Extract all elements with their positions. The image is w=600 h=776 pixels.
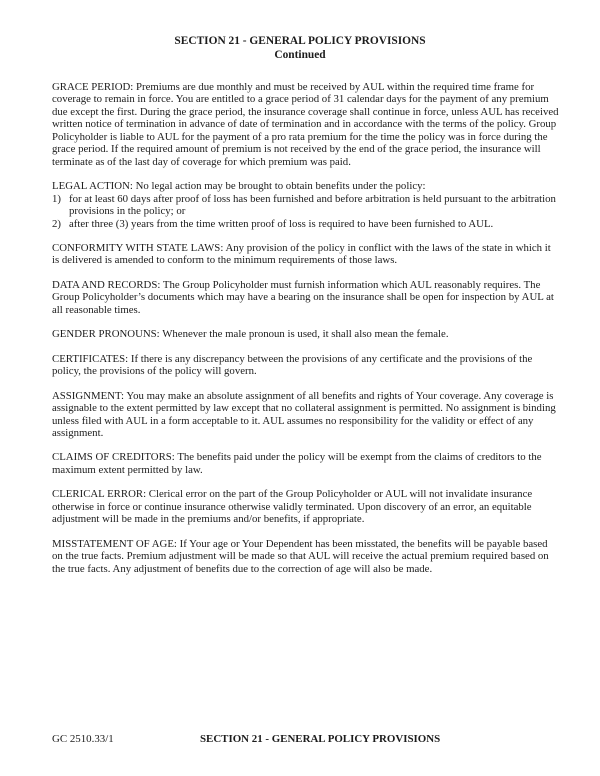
legal-action-list [52, 193, 560, 230]
paragraph-claims-of-creditors [52, 451, 560, 476]
paragraph-text: The benefits paid under the policy will be exempt from the claims of creditors to the maximum extent permitted by law. [52, 451, 542, 476]
paragraph-text: If Your age or Your Dependent has been misstated, the benefits will be payable based on the true facts. Premium adjustment will be made so that AUL will receive the actual premium required based on the true facts. Any adjustment of benefits due to the correction of age will also be made. [52, 537, 549, 575]
paragraph-text: Whenever the male pronoun is used, it shall also mean the female. [162, 328, 449, 341]
paragraph-misstatement-of-age [52, 538, 560, 575]
paragraph-gender-pronouns [52, 328, 560, 340]
paragraph-label: LEGAL ACTION: [52, 180, 133, 193]
paragraph-text: The Group Policyholder must furnish information which AUL reasonably requires. The Group Policyholder’s documents which may have a bearing on the insurance shall be open for inspection by AUL at all reasonable times. [52, 278, 554, 316]
paragraph-text: Clerical error on the part of the Group Policyholder or AUL will not invalidate insurance otherwise in force or continue insurance otherwise validly terminated. Upon discovery of an error, an equitable adjustment will be made in the premiums and/or benefits, if appropriate. [52, 488, 533, 526]
paragraph-text: Premiums are due monthly and must be received by AUL within the required time frame for coverage to remain in force. You are entitled to a grace period of 31 calendar days for the payment of any premium due except the first. During the grace period, the insurance coverage shall continue in force, unless AUL has received written notice of termination in advance of date of termination and in accordance with the terms of the policy. Group Policyholder is liable to AUL for the payment of a pro rata premium for the time the policy was in force during the grace period. If the required amount of premium is not received by the end of the grace period, the insurance will terminate as of the last day of coverage for which premium was paid. [52, 81, 559, 168]
paragraph-text: If there is any discrepancy between the provisions of any certificate and the provisions of the policy, the provisions of the policy will govern. [52, 352, 533, 378]
list-item-text: for at least 60 days after proof of loss has been furnished and before arbitration is held pursuant to the arbitration provisions in the policy; or [69, 192, 556, 218]
list-item-number: 2) [52, 217, 61, 230]
section-subtitle: Continued [274, 48, 326, 61]
paragraph-label: GRACE PERIOD: [52, 81, 134, 93]
paragraph-text: No legal action may be brought to obtain benefits under the policy: [135, 180, 426, 193]
paragraph-certificates [52, 353, 560, 378]
paragraph-label: ASSIGNMENT: [52, 389, 125, 402]
document-body [52, 81, 560, 575]
paragraph-text: Any provision of the policy in conflict with the laws of the state in which it is delivered is amended to conform to the minimum requirements of those laws. [52, 241, 551, 267]
paragraph-legal-action [52, 180, 560, 192]
paragraph-data-and-records [52, 279, 560, 316]
paragraph-conformity-with-state-laws [52, 242, 560, 267]
footer-section-title: SECTION 21 - GENERAL POLICY PROVISIONS [200, 733, 441, 745]
list-item-text: after three (3) years from the time written proof of loss is required to have been furnished to AUL. [69, 217, 494, 230]
paragraph-label: GENDER PRONOUNS: [52, 328, 160, 341]
list-item-number: 1) [52, 192, 61, 205]
page-header [0, 0, 600, 62]
paragraph-label: DATA AND RECORDS: [52, 278, 161, 291]
paragraph-clerical-error [52, 488, 560, 525]
paragraph-grace-period [52, 81, 560, 168]
list-item [52, 218, 560, 230]
paragraph-assignment [52, 390, 560, 440]
paragraph-label: CONFORMITY WITH STATE LAWS: [52, 241, 224, 254]
paragraph-label: CERTIFICATES: [52, 352, 129, 365]
section-title: SECTION 21 - GENERAL POLICY PROVISIONS [174, 35, 426, 47]
footer-doc-code: GC 2510.33/1 [52, 733, 114, 745]
paragraph-label: CLAIMS OF CREDITORS: [52, 451, 175, 464]
list-item [52, 193, 560, 218]
paragraph-label: CLERICAL ERROR: [52, 488, 147, 501]
paragraph-label: MISSTATEMENT OF AGE: [52, 537, 177, 550]
paragraph-text: You may make an absolute assignment of all benefits and rights of Your coverage. Any coverage is assignable to the extent permitted by law except that no collateral assignment is permitted. No assignment is binding unless filed with AUL in a form acceptable to it. AUL assumes no responsibility for the validity or effect of any assignment. [52, 389, 556, 439]
page-footer [52, 733, 560, 747]
